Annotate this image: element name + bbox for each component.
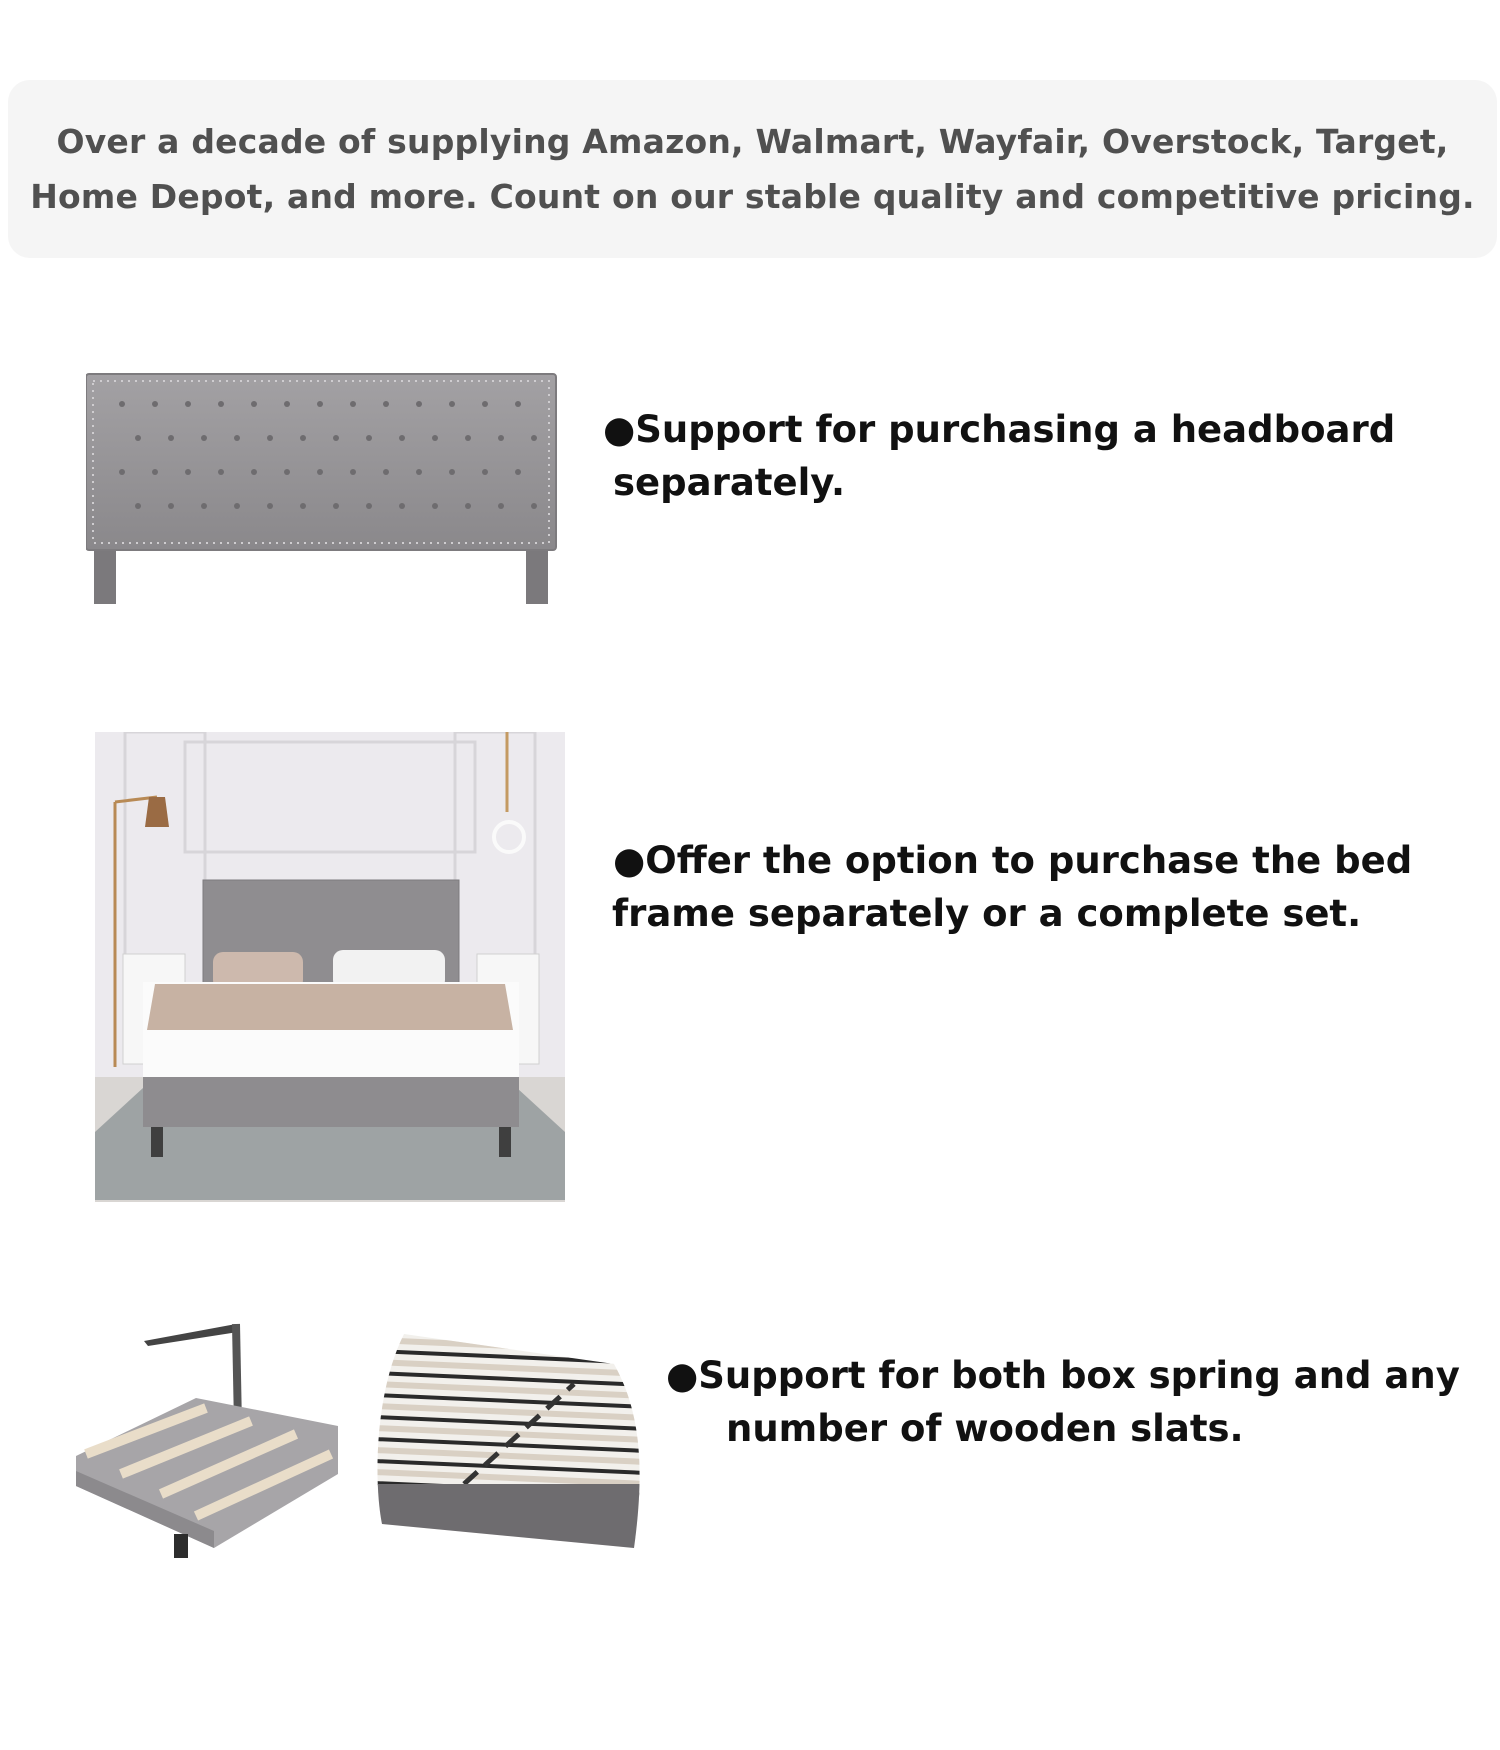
- banner-text: Over a decade of supplying Amazon, Walmart, Wayfair, Overstock, Target, Home Depot, and more. Count on our stable quality and competitive pricing.: [30, 122, 1475, 216]
- supplier-banner: [8, 80, 1497, 258]
- feature-line: ●Offer the option to purchase the bed: [613, 839, 1413, 882]
- feature-text-bed-set: [613, 834, 1412, 940]
- feature-line: ●Support for purchasing a headboard: [603, 408, 1396, 451]
- headboard-image: [86, 372, 558, 604]
- feature-line: frame separately or a complete set.: [612, 892, 1362, 935]
- feature-line: separately.: [613, 461, 846, 504]
- bedroom-scene-image: [95, 732, 565, 1202]
- wooden-slats-image: [374, 1334, 647, 1548]
- feature-line: ●Support for both box spring and any: [666, 1354, 1460, 1397]
- feature-text-headboard: [603, 403, 1395, 509]
- feature-text-slats: [666, 1349, 1460, 1455]
- feature-line: number of wooden slats.: [726, 1407, 1244, 1450]
- bed-frame-image: [76, 1316, 346, 1561]
